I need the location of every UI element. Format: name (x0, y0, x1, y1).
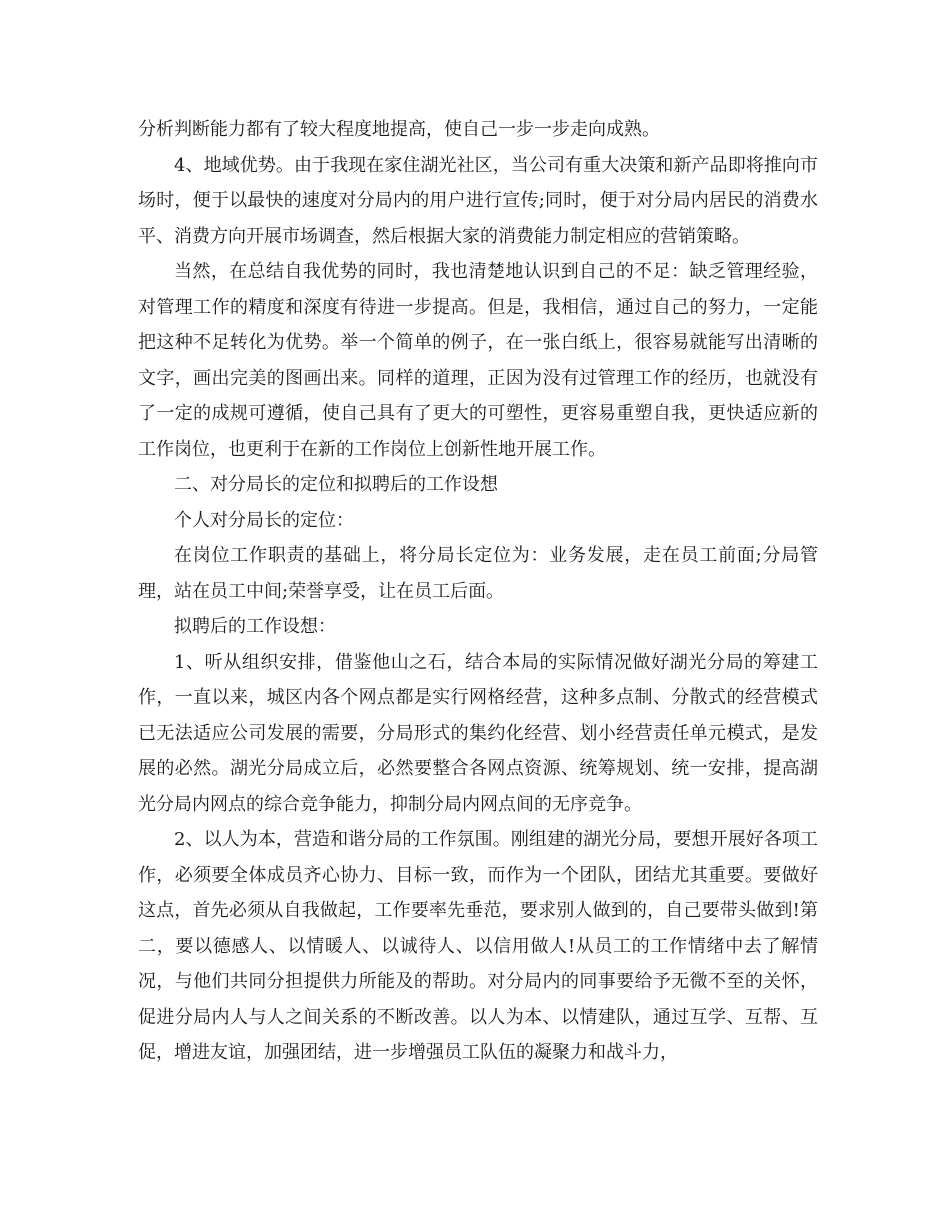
document-body (138, 112, 818, 1071)
paragraph-2: 4、地域优势。由于我现在家住湖光社区，当公司有重大决策和新产品即将推向市场时，便于以最快的速度对分局内的用户进行宣传;同时，便于对分局内居民的消费水平、消费方向开展市场调查，然后根据大家的消费能力制定相应的营销策略。 (138, 154, 818, 247)
paragraph-positioning: 在岗位工作职责的基础上，将分局长定位为：业务发展，走在员工前面;分局管理，站在员工中间;荣誉享受，让在员工后面。 (138, 545, 818, 602)
paragraph-plan-2: 2、以人为本，营造和谐分局的工作氛围。刚组建的湖光分局，要想开展好各项工作，必须要全体成员齐心协力、目标一致，而作为一个团队，团结尤其重要。要做好这点，首先必须从自我做起，工作要率先垂范，要求别人做到的，自己要带头做到!第二，要以德感人、以情暖人、以诚待人、以信用做人!从员工的工作情绪中去了解情况，与他们共同分担提供力所能及的帮助。对分局内的同事要给予无微不至的关怀，促进分局内人与人之间关系的不断改善。以人为本、以情建队，通过互学、互帮、互促，增进友谊，加强团结，进一步增强员工队伍的凝聚力和战斗力， (138, 829, 818, 1063)
paragraph-plan-1: 1、听从组织安排，借鉴他山之石，结合本局的实际情况做好湖光分局的筹建工作，一直以来，城区内各个网点都是实行网格经营，这种多点制、分散式的经营模式已无法适应公司发展的需要，分局形式的集约化经营、划小经营责任单元模式，是发展的必然。湖光分局成立后，必然要整合各网点资源、统筹规划、统一安排，提高湖光分局内网点的综合竞争能力，抑制分局内网点间的无序竞争。 (138, 651, 818, 815)
paragraph-3: 当然，在总结自我优势的同时，我也清楚地认识到自己的不足：缺乏管理经验，对管理工作的精度和深度有待进一步提高。但是，我相信，通过自己的努力，一定能把这种不足转化为优势。举一个简单的例子，在一张白纸上，很容易就能写出清晰的文字，画出完美的图画出来。同样的道理，正因为没有过管理工作的经历，也就没有了一定的成规可遵循，使自己具有了更大的可塑性，更容易重塑自我，更快适应新的工作岗位，也更利于在新的工作岗位上创新性地开展工作。 (138, 261, 818, 460)
section-heading: 二、对分局长的定位和拟聘后的工作设想 (174, 474, 498, 495)
paragraph-1: 分析判断能力都有了较大程度地提高，使自己一步一步走向成熟。 (138, 119, 660, 140)
subheading-positioning: 个人对分局长的定位： (174, 509, 354, 531)
subheading-plans: 拟聘后的工作设想： (174, 616, 336, 637)
